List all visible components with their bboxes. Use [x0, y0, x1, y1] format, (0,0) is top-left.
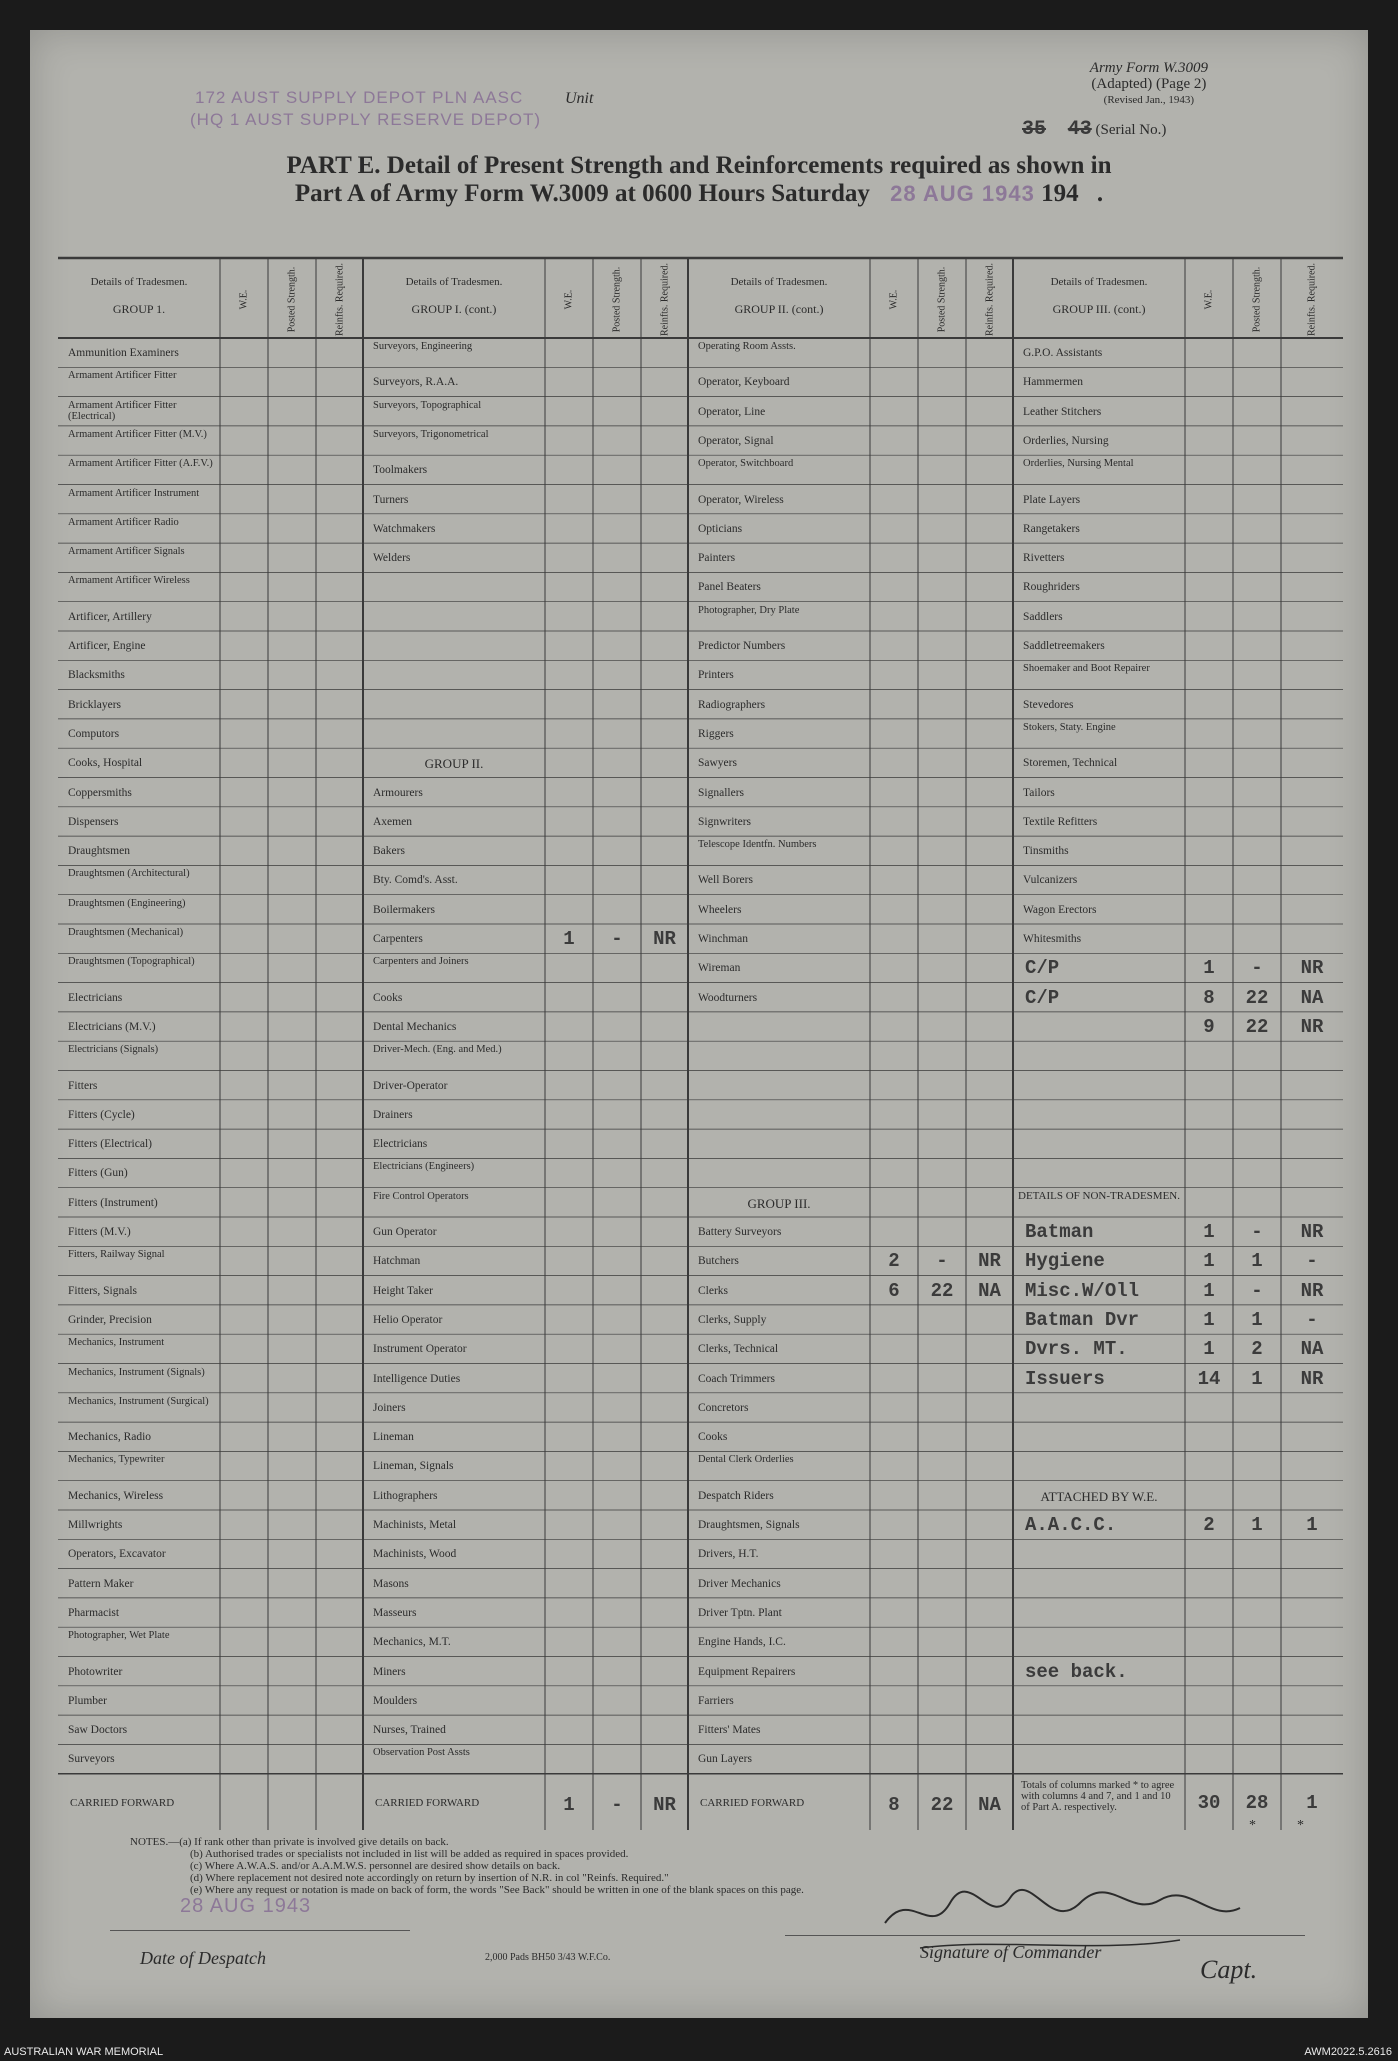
trade-label: Masseurs — [373, 1606, 417, 1619]
trade-label: Bricklayers — [68, 698, 122, 711]
note-a: NOTES.—(a) If rank other than private is involved give details on back. — [130, 1836, 449, 1848]
col-header-we: W.E. — [563, 289, 575, 310]
typed-entry-reinf: NR — [1300, 1015, 1324, 1038]
trade-label: Concretors — [698, 1401, 749, 1414]
trade-label: Axemen — [373, 815, 412, 828]
col-header-posted: Posted Strength. — [286, 266, 298, 333]
typed-entry-we: 1 — [1203, 1250, 1215, 1273]
trade-label: Shoemaker and Boot Repairer — [1023, 663, 1150, 675]
trade-label: Mechanics, Wireless — [68, 1489, 164, 1502]
trade-label: Signallers — [698, 786, 744, 799]
trade-label: Fire Control Operators — [373, 1190, 469, 1202]
trade-label: G.P.O. Assistants — [1023, 347, 1103, 359]
form-identifier — [1090, 60, 1208, 108]
date-of-despatch-label: Date of Despatch — [140, 1948, 266, 1968]
trade-label: Surveyors, Engineering — [373, 341, 473, 352]
trade-label: Panel Beaters — [698, 581, 761, 594]
despatch-line — [110, 1930, 410, 1931]
carried-forward-we: 8 — [888, 1793, 900, 1816]
carried-forward-we: 1 — [563, 1793, 575, 1816]
trade-label: Helio Operator — [373, 1313, 443, 1326]
typed-entry-posted: 1 — [1251, 1514, 1263, 1536]
form-name: Army Form W.3009 — [1089, 60, 1208, 76]
col-header-reinfts: Reinfts. Required. — [984, 262, 995, 337]
unit-label: Unit — [565, 90, 594, 107]
trade-label: Dental Mechanics — [373, 1020, 457, 1033]
typed-entry-posted: 2 — [1251, 1338, 1263, 1361]
typed-entry-reinf: NA — [1300, 986, 1324, 1009]
typed-entry-reinf: NA — [978, 1279, 1001, 1302]
typed-entry-label: Misc.W/Oll — [1025, 1279, 1140, 1302]
col-header-group: GROUP 1. — [112, 302, 166, 316]
col-header-details: Details of Tradesmen. — [90, 276, 188, 288]
carried-forward-posted: 22 — [930, 1793, 954, 1816]
trade-label: Machinists, Wood — [373, 1548, 457, 1561]
trade-label: Cooks — [373, 991, 403, 1004]
trade-label: Hammermen — [1023, 376, 1084, 389]
typed-entry-we: 2 — [888, 1250, 900, 1273]
trade-label: Mechanics, Instrument — [68, 1337, 165, 1349]
trade-label: Stevedores — [1023, 698, 1074, 711]
trade-label: Turners — [373, 493, 409, 506]
trade-label: Armament Artificer Radio — [68, 516, 179, 528]
trade-label: Carpenters and Joiners — [373, 956, 469, 968]
trade-label: Operating Room Assts. — [698, 341, 796, 352]
trade-label: Draughtsmen (Architectural) — [68, 868, 190, 880]
trade-label: Butchers — [698, 1255, 739, 1268]
col-header-posted: Posted Strength. — [936, 266, 948, 333]
trade-label: Fitters' Mates — [698, 1724, 761, 1737]
strength-table — [58, 230, 1343, 1833]
archive-caption: AUSTRALIAN WAR MEMORIAL — [4, 2046, 164, 2058]
signature-suffix: Capt. — [1200, 1955, 1258, 1984]
typed-entry-reinf: - — [1306, 1308, 1318, 1331]
title-line2: Part A of Army Form W.3009 at 0600 Hours Saturday 28 AUG 1943 194 . — [294, 180, 1104, 207]
trade-label: Clerks, Technical — [698, 1343, 779, 1356]
trade-label: Hatchman — [373, 1255, 421, 1268]
trade-label: Surveyors, R.A.A. — [373, 376, 459, 389]
trade-label: Fitters, Railway Signal — [68, 1249, 165, 1261]
note-d: (d) Where replacement not desired note accordingly on return by insertion of N.R. in col "Reinfs. Required." — [190, 1872, 669, 1884]
trade-label: Bty. Comd's. Asst. — [373, 874, 458, 887]
trade-label: Farriers — [698, 1694, 734, 1707]
carried-forward-reinf: NA — [978, 1793, 1001, 1816]
trade-label: Plate Layers — [1023, 493, 1081, 506]
col-header-group: GROUP II. (cont.) — [734, 302, 824, 316]
trade-label: Textile Refitters — [1023, 815, 1098, 828]
trade-label: Mechanics, Radio — [68, 1431, 152, 1444]
trade-label: Lithographers — [373, 1489, 438, 1502]
trade-label: Vulcanizers — [1023, 874, 1078, 887]
typed-entry-reinf: NR — [1300, 1221, 1324, 1243]
typed-entry-posted: 1 — [1251, 1367, 1263, 1390]
typed-entry-we: 6 — [888, 1279, 900, 1302]
carried-forward-posted: - — [611, 1793, 623, 1816]
trade-label: Fitters (Gun) — [68, 1167, 128, 1180]
typed-entry-posted: 1 — [1251, 1250, 1263, 1273]
typed-entry-we: 1 — [1203, 1221, 1215, 1243]
trade-label: Rangetakers — [1023, 522, 1080, 535]
trade-label: Printers — [698, 669, 734, 682]
col-header-group: GROUP III. (cont.) — [1052, 302, 1146, 316]
trade-label: Boilermakers — [373, 903, 435, 916]
totals-posted: 28 — [1245, 1791, 1269, 1814]
trade-label: Armament Artificer Signals — [68, 546, 185, 558]
trade-label: Battery Surveyors — [698, 1226, 782, 1238]
note-e: (e) Where any request or notation is made on back of form, the words "See Back" should be written in one of the blank spaces on this page. — [190, 1884, 804, 1896]
trade-label: Fitters (Electrical) — [68, 1138, 152, 1151]
trade-label: Draughtsmen (Topographical) — [68, 956, 195, 968]
trade-label: Electricians (Signals) — [68, 1044, 159, 1056]
trade-label: Driver-Mech. (Eng. and Med.) — [373, 1044, 502, 1056]
typed-entry-label: Batman Dvr — [1025, 1308, 1140, 1331]
typed-entry-reinf: - — [1306, 1250, 1318, 1273]
trade-label: Armament Artificer Wireless — [68, 575, 190, 587]
trade-label: Fitters (Cycle) — [68, 1108, 135, 1121]
unit-stamp-line2: (HQ 1 AUST SUPPLY RESERVE DEPOT) — [190, 110, 542, 129]
serial-value: 43 — [1067, 118, 1092, 141]
typed-entry-posted: - — [936, 1250, 948, 1273]
trade-label: Clerks, Supply — [698, 1313, 767, 1326]
trade-label: Coach Trimmers — [698, 1372, 775, 1385]
trade-label: Lineman, Signals — [373, 1460, 454, 1473]
trade-label: Carpenters — [373, 933, 423, 945]
trade-label: Coppersmiths — [68, 786, 132, 799]
trade-label: Rivetters — [1023, 552, 1065, 565]
trade-label: Millwrights — [68, 1519, 123, 1531]
trade-label: Mechanics, Instrument (Surgical) — [68, 1395, 209, 1407]
typed-entry-posted: - — [1251, 957, 1263, 980]
trade-label: Dental Clerk Orderlies — [698, 1454, 794, 1466]
trade-label: Painters — [698, 552, 736, 565]
trade-label: Draughtsmen (Engineering) — [68, 897, 186, 909]
trade-label: Surveyors, Trigonometrical — [373, 428, 489, 440]
typed-entry-we: 9 — [1203, 1015, 1215, 1038]
note-c: (c) Where A.W.A.S. and/or A.A.M.W.S. personnel are desired show details on back. — [190, 1860, 561, 1872]
trade-label: Opticians — [698, 522, 743, 535]
trade-label: Draughtsmen — [68, 845, 130, 858]
typed-entry-posted: - — [1251, 1221, 1263, 1243]
trade-label: Cooks, Hospital — [68, 757, 143, 770]
title-line1: PART E. Detail of Present Strength and Reinforcements required as shown in — [286, 152, 1112, 179]
trade-label: Armament Artificer Instrument — [68, 487, 200, 499]
trade-label: Grinder, Precision — [68, 1313, 152, 1326]
trade-label: Draughtsmen, Signals — [698, 1519, 800, 1531]
col-header-posted: Posted Strength. — [1251, 266, 1263, 333]
form-revised: (Revised Jan., 1943) — [1103, 94, 1195, 106]
trade-label: Electricians — [373, 1138, 428, 1151]
group-heading: GROUP II. — [424, 756, 484, 772]
trade-label: Tinsmiths — [1023, 845, 1069, 858]
trade-label: Operators, Excavator — [68, 1548, 166, 1561]
typed-entry-we: 1 — [1203, 1279, 1215, 1302]
trade-label: Miners — [373, 1665, 406, 1678]
trade-label: Mechanics, Instrument (Signals) — [68, 1366, 205, 1378]
trade-label: Operator, Keyboard — [698, 376, 790, 389]
col-header-reinfts: Reinfts. Required. — [334, 262, 345, 337]
typed-entry-we: 2 — [1203, 1514, 1215, 1536]
trade-label: Ammunition Examiners — [68, 347, 179, 359]
trade-label: Drivers, H.T. — [698, 1548, 759, 1561]
title-year: 194 — [1041, 180, 1079, 207]
trade-label: Engine Hands, I.C. — [698, 1636, 786, 1649]
trade-label: Instrument Operator — [373, 1343, 467, 1356]
trade-label: Photographer, Dry Plate — [698, 604, 800, 616]
trade-label: Storemen, Technical — [1023, 757, 1118, 770]
despatch-date-stamp: 28 AUG 1943 — [180, 1895, 312, 1917]
trade-label: Sawyers — [698, 757, 737, 770]
typed-entry-label: Dvrs. MT. — [1025, 1338, 1128, 1361]
trade-label: Armament Artificer Fitter — [68, 370, 177, 382]
trade-label: Draughtsmen (Mechanical) — [68, 927, 184, 938]
trade-label: Operator, Signal — [698, 434, 774, 447]
trade-label: Pharmacist — [68, 1606, 120, 1619]
totals-note: Totals of columns marked * to agree with columns 4 and 7, and 1 and 10 of Part A. respectively. — [1021, 1779, 1175, 1813]
trade-label: Driver Mechanics — [698, 1577, 781, 1590]
trade-label: Computors — [68, 727, 120, 740]
trade-label: Observation Post Assts — [373, 1747, 470, 1759]
trade-label: Orderlies, Nursing Mental — [1023, 458, 1134, 470]
typed-entry-posted: 22 — [1245, 986, 1269, 1009]
carried-forward-label: CARRIED FORWARD — [375, 1796, 480, 1809]
totals-star: * — [1297, 1817, 1304, 1833]
carried-forward-reinf: NR — [653, 1793, 676, 1816]
totals-we: 30 — [1197, 1791, 1221, 1814]
trade-label: Well Borers — [698, 874, 753, 887]
trade-label: Radiographers — [698, 698, 766, 711]
trade-label: Armament Artificer Fitter (A.F.V.) — [68, 458, 213, 470]
trade-label: Saddletreemakers — [1023, 640, 1105, 652]
typed-entry-reinf: NR — [978, 1250, 1001, 1273]
trade-label: Armament Artificer Fitter (Electrical) — [68, 399, 177, 422]
trade-label: Electricians — [68, 991, 123, 1004]
serial-struck: 35 — [1022, 118, 1047, 141]
trade-label: Electricians (M.V.) — [68, 1020, 156, 1033]
trade-label: Blacksmiths — [68, 669, 125, 682]
typed-entry-reinf: NR — [1300, 957, 1324, 980]
trade-label: Equipment Repairers — [698, 1665, 796, 1678]
trade-label: Joiners — [373, 1401, 406, 1414]
trade-label: Wheelers — [698, 903, 742, 916]
page-title — [30, 152, 1368, 208]
typed-entry-we: 1 — [1203, 1308, 1215, 1331]
trade-label: Tailors — [1023, 786, 1055, 799]
typed-entry-we: 1 — [563, 928, 575, 950]
trade-label: Artificer, Artillery — [68, 610, 152, 623]
trade-label: Photowriter — [68, 1665, 123, 1678]
trade-label: Operator, Line — [698, 405, 766, 418]
trade-label: Drainers — [373, 1108, 413, 1121]
typed-entry-we: 8 — [1203, 986, 1215, 1009]
col-header-posted: Posted Strength. — [611, 266, 623, 333]
typed-entry-posted: 1 — [1251, 1308, 1263, 1331]
trade-label: Telescope Identfn. Numbers — [698, 839, 817, 851]
trade-label: Masons — [373, 1577, 409, 1590]
trade-label: Armourers — [373, 786, 423, 799]
trade-label: Operator, Switchboard — [698, 458, 794, 470]
print-info: 2,000 Pads BH50 3/43 W.F.Co. — [485, 1952, 611, 1963]
trade-label: Surveyors — [68, 1753, 115, 1766]
carried-forward-label: CARRIED FORWARD — [700, 1796, 805, 1809]
trade-label: Plumber — [68, 1694, 107, 1707]
trade-label: Welders — [373, 552, 411, 565]
typed-entry-reinf: 1 — [1306, 1514, 1318, 1536]
trade-label: Woodturners — [698, 991, 758, 1004]
archive-reference: AWM2022.5.2616 — [1304, 2046, 1392, 2058]
trade-label: Artificer, Engine — [68, 640, 146, 652]
trade-label: Machinists, Metal — [373, 1519, 457, 1531]
col-header-reinfts: Reinfts. Required. — [1306, 262, 1318, 337]
form-adapted: (Adapted) (Page 2) — [1091, 76, 1207, 92]
typed-entry-reinf: NR — [1300, 1367, 1324, 1390]
trade-label: Stokers, Staty. Engine — [1023, 721, 1116, 733]
signature-line — [785, 1935, 1305, 1936]
form-page — [30, 30, 1368, 2018]
serial-label: (Serial No.) — [1095, 122, 1167, 138]
trade-label: Dispensers — [68, 815, 119, 828]
typed-entry-we: 1 — [1203, 957, 1215, 980]
trade-label: Intelligence Duties — [373, 1372, 461, 1385]
trade-label: Height Taker — [373, 1284, 433, 1297]
typed-entry-label: C/P — [1025, 986, 1060, 1009]
trade-label: Moulders — [373, 1694, 418, 1707]
trade-label: Wagon Erectors — [1023, 903, 1097, 916]
trade-label: Gun Operator — [373, 1226, 437, 1238]
typed-entry-we: 14 — [1197, 1367, 1221, 1390]
trade-label: Mechanics, M.T. — [373, 1636, 451, 1649]
signature-of-commander-label: Signature of Commander — [920, 1942, 1102, 1962]
trade-label: Electricians (Engineers) — [373, 1161, 475, 1173]
trade-label: Fitters, Signals — [68, 1284, 138, 1297]
trade-label: Fitters — [68, 1079, 98, 1092]
trade-label: Leather Stitchers — [1023, 405, 1102, 418]
trade-label: Toolmakers — [373, 464, 428, 477]
title-date-stamp: 28 AUG 1943 — [890, 181, 1035, 206]
trade-label: Fitters (Instrument) — [68, 1196, 158, 1209]
title-period: . — [1096, 180, 1104, 207]
typed-entry-posted: 22 — [1245, 1015, 1269, 1038]
trade-label: Whitesmiths — [1023, 933, 1082, 945]
trade-label: Surveyors, Topographical — [373, 399, 482, 411]
col-header-details: Details of Tradesmen. — [1050, 276, 1148, 288]
col-header-we: W.E. — [888, 289, 900, 310]
trade-label: Wireman — [698, 962, 741, 975]
typed-entry-posted: 22 — [930, 1279, 954, 1302]
trade-label: Riggers — [698, 727, 734, 740]
group-heading: DETAILS OF NON-TRADESMEN. — [1018, 1189, 1180, 1202]
typed-entry-reinf: NA — [1300, 1338, 1324, 1361]
trade-label: Lineman — [373, 1431, 414, 1444]
note-b: (b) Authorised trades or specialists not included in list will be added as required in spaces provided. — [190, 1848, 629, 1860]
trade-label: Mechanics, Typewriter — [68, 1454, 165, 1466]
typed-entry-we: 1 — [1203, 1338, 1215, 1361]
unit-stamp-line1: 172 AUST SUPPLY DEPOT PLN AASC — [195, 88, 524, 107]
totals-star: * — [1249, 1817, 1256, 1833]
trade-label: Pattern Maker — [68, 1577, 134, 1590]
col-header-group: GROUP I. (cont.) — [411, 302, 497, 316]
trade-label: Gun Layers — [698, 1753, 752, 1766]
typed-entry-label: A.A.C.C. — [1025, 1514, 1117, 1536]
trade-label: Operator, Wireless — [698, 493, 784, 506]
trade-label: Predictor Numbers — [698, 640, 786, 652]
trade-label: Orderlies, Nursing — [1023, 434, 1109, 447]
table-grid — [58, 230, 1343, 1833]
typed-entry-label: Hygiene — [1025, 1250, 1105, 1273]
trade-label: Watchmakers — [373, 522, 436, 535]
serial-number — [1022, 118, 1166, 141]
trade-label: Roughriders — [1023, 581, 1080, 594]
col-header-we: W.E. — [1203, 289, 1215, 310]
trade-label: Clerks — [698, 1284, 729, 1297]
typed-entry-label: C/P — [1025, 957, 1060, 980]
col-header-details: Details of Tradesmen. — [730, 276, 828, 288]
trade-label: Bakers — [373, 845, 405, 858]
trade-label: Nurses, Trained — [373, 1724, 446, 1737]
trade-label: Cooks — [698, 1431, 728, 1444]
col-header-reinfts: Reinfts. Required. — [659, 262, 670, 337]
typed-entry-label: Issuers — [1025, 1367, 1105, 1390]
typed-entry-posted: - — [1251, 1279, 1263, 1302]
col-header-details: Details of Tradesmen. — [405, 276, 503, 288]
trade-label: Saddlers — [1023, 610, 1063, 623]
typed-entry-reinf: NR — [653, 928, 676, 950]
trade-label: Despatch Riders — [698, 1489, 774, 1502]
notes-section — [130, 1836, 804, 1896]
typed-entry-posted: - — [611, 928, 623, 950]
carried-forward-label: CARRIED FORWARD — [70, 1796, 175, 1809]
trade-label: Armament Artificer Fitter (M.V.) — [68, 428, 207, 440]
trade-label: Fitters (M.V.) — [68, 1226, 131, 1238]
trade-label: Signwriters — [698, 815, 752, 828]
trade-label: Winchman — [698, 933, 748, 945]
trade-label: Photographer, Wet Plate — [68, 1630, 170, 1642]
group-heading: ATTACHED BY W.E. — [1040, 1488, 1158, 1504]
col-header-we: W.E. — [238, 289, 250, 310]
trade-label: Driver-Operator — [373, 1079, 448, 1092]
typed-entry-reinf: NR — [1300, 1279, 1324, 1302]
group-heading: GROUP III. — [747, 1195, 811, 1211]
totals-reinf: 1 — [1306, 1791, 1318, 1814]
trade-label: Driver Tptn. Plant — [698, 1606, 782, 1619]
typed-entry-label: Batman — [1025, 1221, 1094, 1243]
trade-label: Saw Doctors — [68, 1724, 128, 1737]
typed-entry-label: see back. — [1025, 1660, 1128, 1683]
